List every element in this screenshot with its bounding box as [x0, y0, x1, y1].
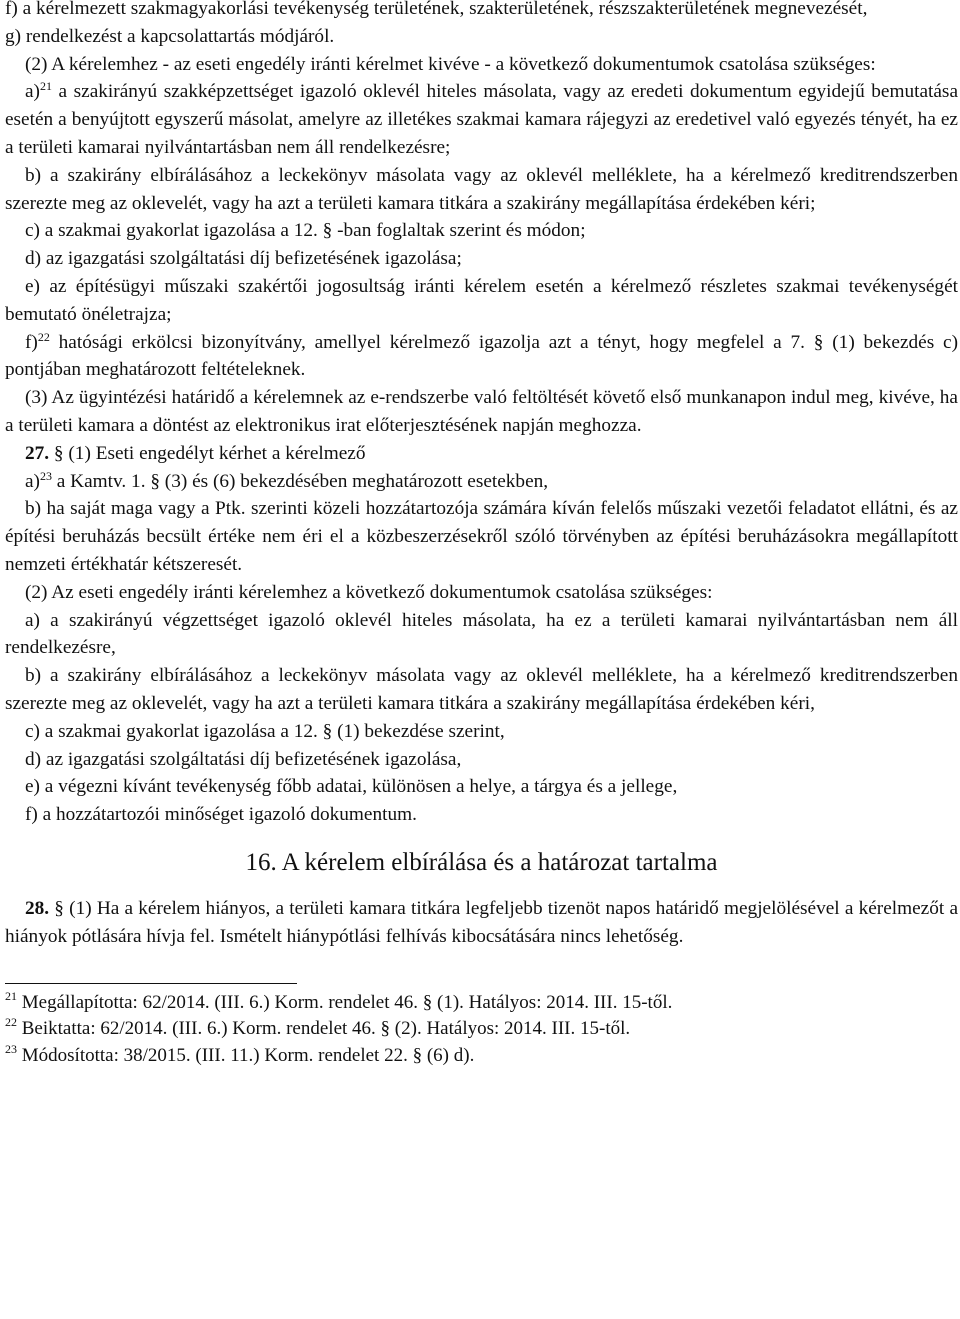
paragraph [5, 440, 958, 468]
paragraph [5, 329, 958, 385]
paragraph-text: e) az építésügyi műszaki szakértői jogosultság iránti kérelem esetén a kérelmező részletes szakmai tevékenységét bemutató önéletrajza; [5, 275, 958, 325]
footnote-text: Módosította: 38/2015. (III. 11.) Korm. rendelet 22. § (6) d). [17, 1044, 475, 1066]
paragraph [5, 245, 958, 273]
paragraph [5, 801, 958, 829]
footnote [5, 1043, 958, 1070]
paragraph-text: (2) A kérelemhez - az eseti engedély iránti kérelmet kivéve - a következő dokumentumok csatolása szükséges: [25, 53, 876, 75]
section-number: 28. [25, 897, 50, 919]
paragraph-text: b) a szakirány elbírálásához a leckekönyv másolata vagy az oklevél melléklete, ha a kérelmező kreditrendszerben szerezte meg az oklevelét, vagy ha azt a területi kamara titkára a szakirány megállapítása érdekében kéri, [5, 665, 958, 714]
paragraph-text: e) a végezni kívánt tevékenység főbb adatai, különösen a helye, a tárgya és a jellege, [25, 776, 678, 798]
footnote-ref[interactable]: 21 [39, 79, 52, 94]
paragraph [5, 468, 958, 496]
paragraph [5, 773, 958, 801]
paragraph [5, 273, 958, 329]
paragraph-text: a szakirányú szakképzettséget igazoló oklevél hiteles másolata, vagy az eredeti dokumentum egyidejű bemutatása esetén a benyújtott egyszerű másolat, amelyre az illetékes szakmai kamara rájegyzi az eredetivel való egyezés tényét, ha ez a területi kamarai nyilvántartásban nem áll rendelkezésre; [5, 81, 958, 158]
paragraph [5, 162, 958, 218]
paragraph [5, 51, 958, 79]
paragraph-text: g) rendelkezést a kapcsolattartás módjáról. [5, 25, 335, 47]
paragraph-text: § (1) Eseti engedélyt kérhet a kérelmező [49, 442, 366, 464]
footnote-ref[interactable]: 23 [39, 468, 52, 483]
footnote-number: 21 [5, 988, 17, 1003]
footnote-ref[interactable]: 22 [37, 329, 50, 344]
paragraph-text: hatósági erkölcsi bizonyítvány, amellyel kérelmező igazolja azt a tényt, hogy megfelel a 7. § (1) bekezdés c) pontjában meghatározott feltételeknek. [5, 331, 958, 381]
paragraph-text: (3) Az ügyintézési határidő a kérelemnek az e-rendszerbe való feltöltését követő első munkanapon indul meg, kivéve, ha a területi kamara a döntést az elektronikus irat előterjesztésének napján meghozza. [5, 387, 958, 436]
footnote [5, 1016, 958, 1043]
paragraph [5, 217, 958, 245]
item-prefix: f) [25, 331, 38, 353]
footnote-text: Beiktatta: 62/2014. (III. 6.) Korm. rendelet 46. § (2). Hatályos: 2014. III. 15-től. [17, 1018, 631, 1039]
paragraph-text: d) az igazgatási szolgáltatási díj befizetésének igazolása; [25, 248, 462, 270]
paragraph-text: c) a szakmai gyakorlat igazolása a 12. § (1) bekezdése szerint, [25, 720, 505, 742]
footnote-number: 22 [5, 1015, 17, 1029]
paragraph [5, 384, 958, 440]
paragraph [5, 579, 958, 607]
paragraph [5, 78, 958, 161]
footnote-text: Megállapította: 62/2014. (III. 6.) Korm. rendelet 46. § (1). Hatályos: 2014. III. 15-től. [17, 991, 673, 1013]
paragraph [5, 662, 958, 718]
item-prefix: a) [25, 470, 40, 492]
paragraph-text: § (1) Ha a kérelem hiányos, a területi kamara titkára legfeljebb tizenöt napos határidő megjelölésével a kérelmezőt a hiányok pótlására hívja fel. Ismételt hiánypótlási felhívás kibocsátására nincs lehetőség. [5, 897, 958, 947]
paragraph [5, 495, 958, 578]
paragraph-text: f) a kérelmezett szakmagyakorlási tevékenység területének, szakterületének, részszakterületének megnevezését, [5, 0, 868, 19]
footnote [5, 990, 958, 1017]
paragraph-text: d) az igazgatási szolgáltatási díj befizetésének igazolása, [25, 748, 462, 770]
item-prefix: a) [25, 81, 40, 103]
section-heading: 16. A kérelem elbírálása és a határozat tartalma [245, 848, 718, 876]
footnote-separator [5, 983, 297, 984]
paragraph-text: b) ha saját maga vagy a Ptk. szerinti közeli hozzátartozója számára kíván felelős műszaki vezetői feladatot ellátni, és az építési beruházás becsült értéke nem éri el a közbeszerzésekről szóló törvényben az építési beruházásokra megállapított nemzeti értékhatár kétszeresét. [5, 498, 958, 575]
paragraph [5, 607, 958, 663]
footnotes [5, 990, 958, 1070]
paragraph-text: c) a szakmai gyakorlat igazolása a 12. § -ban foglaltak szerint és módon; [25, 220, 586, 242]
paragraph-28 [5, 895, 958, 951]
paragraph-text: (2) Az eseti engedély iránti kérelemhez a következő dokumentumok csatolása szükséges: [25, 581, 713, 603]
paragraph-text: a Kamtv. 1. § (3) és (6) bekezdésében meghatározott esetekben, [51, 470, 549, 492]
paragraph [5, 23, 958, 51]
body-paragraphs [5, 0, 958, 829]
paragraph-text: b) a szakirány elbírálásához a leckekönyv másolata vagy az oklevél melléklete, ha a kérelmező kreditrendszerben szerezte meg az oklevelét, vagy ha azt a területi kamara titkára a szakirány megállapítása érdekében kéri; [5, 164, 958, 214]
paragraph [5, 718, 958, 746]
section-number: 27. [25, 442, 50, 464]
paragraph-text: f) a hozzátartozói minőséget igazoló dokumentum. [25, 804, 417, 826]
paragraph [5, 0, 958, 23]
document-page [5, 0, 958, 1069]
footnote-number: 23 [5, 1041, 17, 1056]
paragraph-text: a) a szakirányú végzettséget igazoló oklevél hiteles másolata, ha ez a területi kamarai nyilvántartásban nem áll rendelkezésre, [5, 609, 958, 659]
paragraph [5, 746, 958, 774]
